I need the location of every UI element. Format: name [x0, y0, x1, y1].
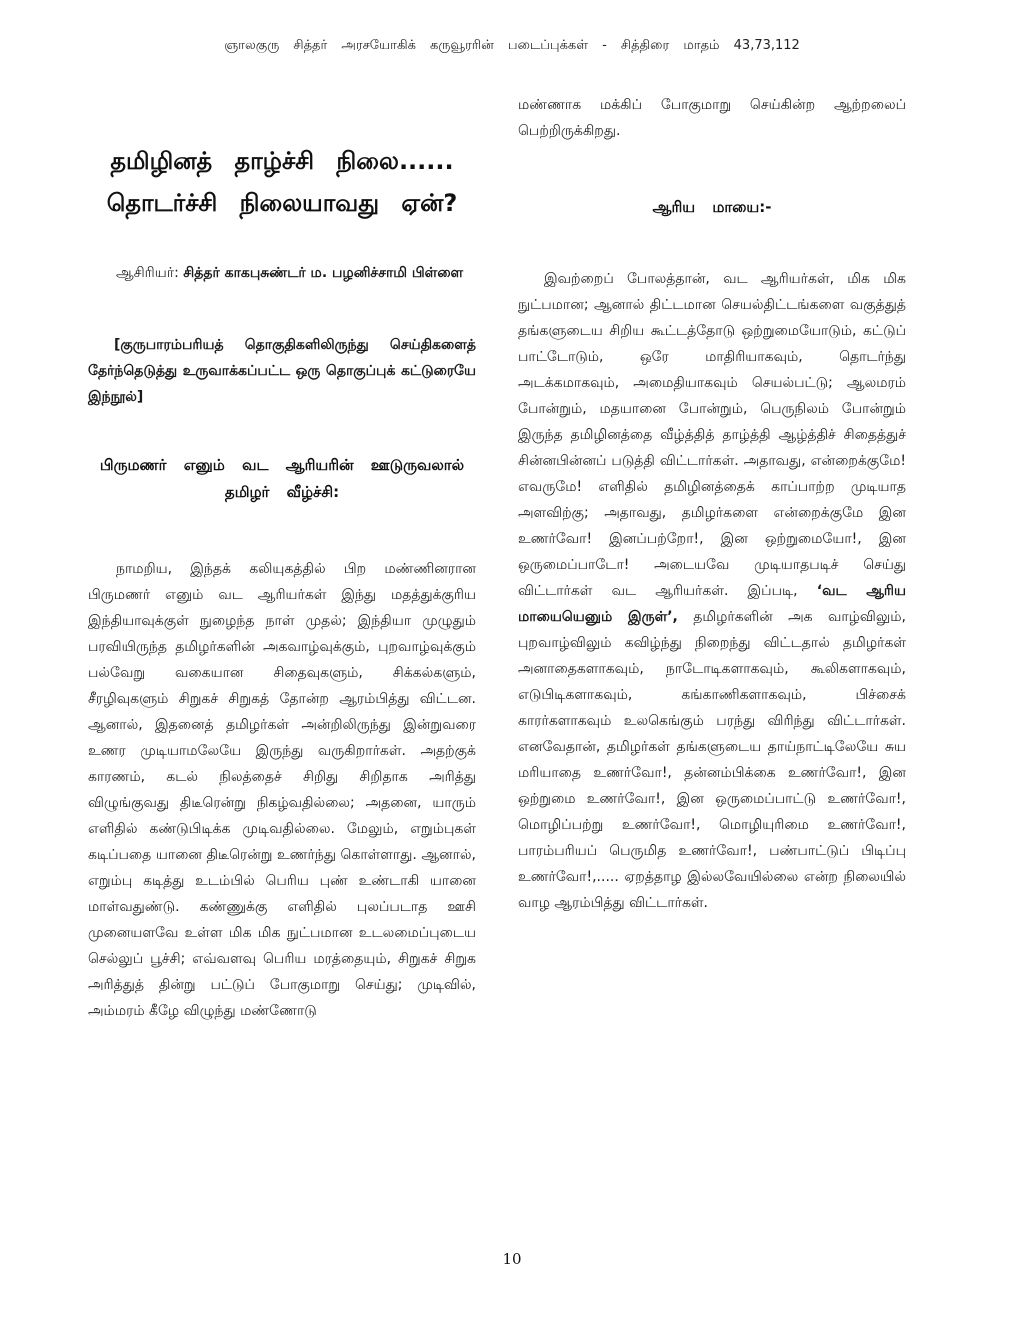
left-body-paragraph: நாமறிய, இந்தக் கலியுகத்தில் பிற மண்ணினரான பிருமணர் எனும் வட ஆரியர்கள் இந்து மதத்துக்குரிய இந்தியாவுக்குள் நுழைந்த நாள் முதல்; இந்தியா முழுதும் பரவியிருந்த தமிழர்களின் அகவாழ்வுக்கும், புறவாழ்வுக்கும் பல்வேறு வகையான சிதைவுகளும், சிக்கல்களும், சீரழிவுகளும் சிறுகச் சிறுகத் தோன்ற ஆரம்பித்து விட்டன. ஆனால், இதனைத் தமிழர்கள் அன்றிலிருந்து இன்றுவரை உணர முடியாமலேயே இருந்து வருகிறார்கள். அதற்குக் காரணம், கடல் நிலத்தைச் சிறிது சிறிதாக அரித்து விழுங்குவது திடீரென்று நிகழ்வதில்லை; அதனை, யாரும் எளிதில் கண்டுபிடிக்க முடிவதில்லை. மேலும், எறும்புகள் கடிப்பதை யானை திடீரென்று உணர்ந்து கொள்ளாது. ஆனால், எறும்பு கடித்து உடம்பில் பெரிய புண் உண்டாகி யானை மாள்வதுண்டு. கண்ணுக்கு எளிதில் புலப்படாத ஊசி முனையளவே உள்ள மிக மிக நுட்பமான உடலமைப்புடைய செல்லுப் பூச்சி; எவ்வளவு பெரிய மரத்தையும், சிறுகச் சிறுக அரித்துத் தின்று பட்டுப் போகுமாறு செய்து; முடிவில், அம்மரம் கீழே விழுந்து மண்ணோடு: [88, 561, 476, 1019]
highlighted-phrase: ‘வட ஆரிய மாயையெனும் இருள்’,: [518, 583, 906, 625]
editorial-note: [குருபாரம்பரியத் தொகுதிகளிலிருந்து செய்திகளைத் தேர்ந்தெடுத்து உருவாக்கப்பட்ட ஒரு தொகுப்புக் கட்டுரையே இந்நூல்]: [88, 337, 476, 405]
author-line: [88, 260, 476, 286]
right-body-part-2: தமிழர்களின் அக வாழ்விலும், புறவாழ்விலும் கவிழ்ந்து நிறைந்து விட்டதால் தமிழர்கள் அனாதைகளாகவும், நாடோடிகளாகவும், கூலிகளாகவும், எடுபிடிகளாகவும், கங்காணிகளாகவும், பிச்சைக் காரர்களாகவும் உலகெங்கும் பரந்து விரிந்து விட்டார்கள். எனவேதான், தமிழர்கள் தங்களுடைய தாய்நாட்டிலேயே சுய மரியாதை உணர்வோ!, தன்னம்பிக்கை உணர்வோ!, இன ஒற்றுமை உணர்வோ!, இன ஒருமைப்பாட்டு உணர்வோ!, மொழிப்பற்று உணர்வோ!, மொழியுரிமை உணர்வோ!, பாரம்பரியப் பெருமித உணர்வோ!, பண்பாட்டுப் பிடிப்பு உணர்வோ!,..... ஏறத்தாழ இல்லவேயில்லை என்ற நிலையில் வாழ ஆரம்பித்து விட்டார்கள்.: [518, 609, 907, 911]
running-header: ஞாலகுரு சித்தர் அரசயோகிக் கருவூரரின் படைப்புக்கள் - சித்திரை மாதம் 43,73,112: [224, 38, 800, 53]
author-label: ஆசிரியர்:: [116, 265, 179, 281]
right-body-paragraph: [518, 266, 906, 916]
title-line-1: தமிழினத் தாழ்ச்சி நிலை......: [110, 147, 454, 175]
section-heading-aryan-maya: ஆரிய மாயை:-: [652, 198, 772, 216]
title-line-2: தொடர்ச்சி நிலையாவது ஏன்?: [106, 189, 458, 217]
page-number: 10: [502, 1250, 522, 1268]
left-column: [88, 92, 476, 1024]
author-name: சித்தர் காகபுசுண்டர் ம. பழனிச்சாமி பிள்ளை: [183, 265, 464, 281]
right-continuation-text: மண்ணாக மக்கிப் போகுமாறு செய்கின்ற ஆற்றலைப் பெற்றிருக்கிறது.: [518, 97, 906, 139]
section-subheading: பிருமணர் எனும் வட ஆரியரின் ஊடுருவலால் தமிழர் வீழ்ச்சி:: [99, 456, 465, 501]
right-column: [518, 92, 906, 916]
article-title: [88, 140, 476, 224]
right-body-part-1: இவற்றைப் போலத்தான், வட ஆரியர்கள், மிக மிக நுட்பமான; ஆனால் திட்டமான செயல்திட்டங்களை வகுத்துத் தங்களுடைய சிறிய கூட்டத்தோடு ஒற்றுமையோடும், கட்டுப் பாட்டோடும், ஒரே மாதிரியாகவும், தொடர்ந்து அடக்கமாகவும், அமைதியாகவும் செயல்பட்டு; ஆலமரம் போன்றும், மதயானை போன்றும், பெருநிலம் போன்றும் இருந்த தமிழினத்தை வீழ்த்தித் தாழ்த்தி ஆழ்த்திச் சிதைத்துச் சின்னபின்னப் படுத்தி விட்டார்கள். அதாவது, என்றைக்குமே! எவருமே! எளிதில் தமிழினத்தைக் காப்பாற்ற முடியாத அளவிற்கு; அதாவது, தமிழர்களை என்றைக்குமே இன உணர்வோ! இனப்பற்றோ!, இன ஒற்றுமையோ!, இன ஒருமைப்பாடோ! அடையவே முடியாதபடிச் செய்து விட்டார்கள் வட ஆரியர்கள். இப்படி,: [518, 271, 906, 599]
